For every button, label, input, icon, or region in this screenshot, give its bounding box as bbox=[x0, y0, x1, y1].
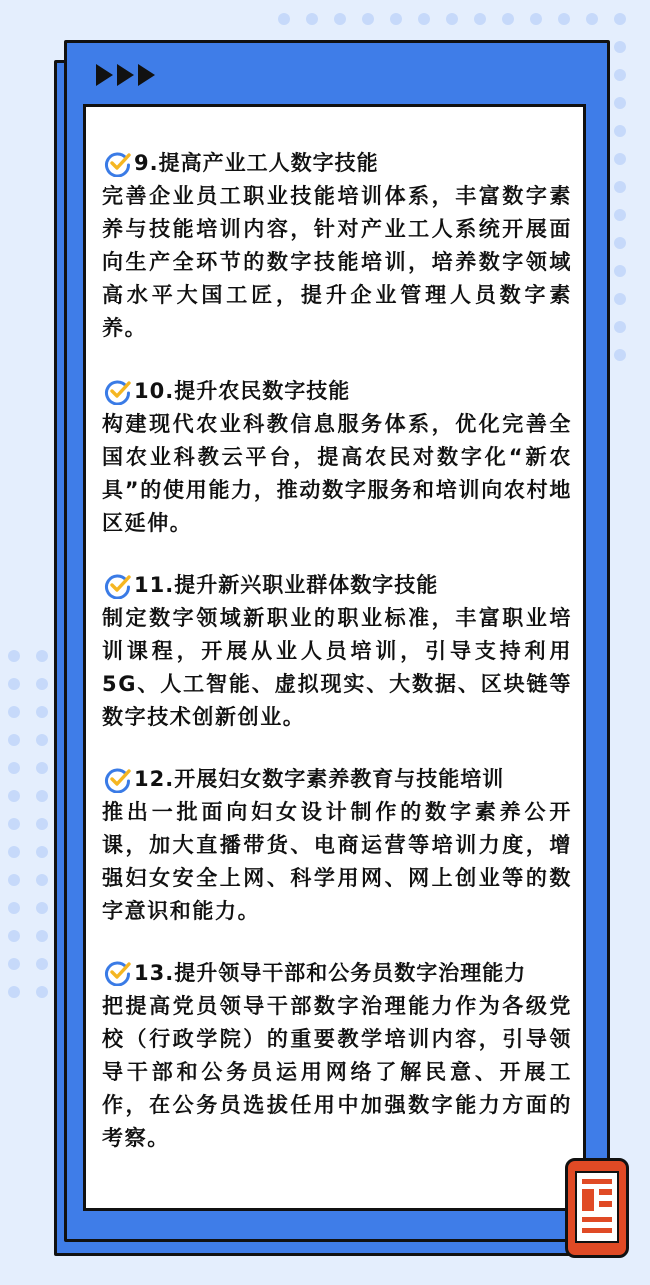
decor-dot bbox=[530, 13, 542, 25]
decor-dot bbox=[614, 97, 626, 109]
decor-dot bbox=[8, 818, 20, 830]
decor-dot bbox=[614, 237, 626, 249]
decor-dot bbox=[8, 874, 20, 886]
decor-dot bbox=[614, 265, 626, 277]
section-heading bbox=[102, 763, 572, 796]
decor-dot bbox=[278, 13, 290, 25]
section-body: 制定数字领域新职业的职业标准，丰富职业培训课程，开展从业人员培训，引导支持利用5G、人工智能、虚拟现实、大数据、区块链等数字技术创新创业。 bbox=[102, 606, 572, 729]
decor-dot bbox=[36, 986, 48, 998]
decor-dot bbox=[36, 678, 48, 690]
decor-dot bbox=[8, 678, 20, 690]
decor-dot bbox=[614, 209, 626, 221]
decor-dot bbox=[334, 13, 346, 25]
section-heading-text: 11.提升新兴职业群体数字技能 bbox=[134, 573, 439, 597]
decor-dot bbox=[36, 734, 48, 746]
decor-dot bbox=[390, 13, 402, 25]
decor-dot bbox=[586, 13, 598, 25]
check-circle-icon bbox=[104, 767, 132, 793]
decor-dot bbox=[306, 13, 318, 25]
decor-dot bbox=[446, 13, 458, 25]
decor-dot bbox=[36, 818, 48, 830]
check-circle-icon bbox=[104, 960, 132, 986]
section-heading bbox=[102, 569, 572, 602]
decor-dot bbox=[36, 902, 48, 914]
decor-dot bbox=[8, 902, 20, 914]
decor-dot bbox=[502, 13, 514, 25]
section-13 bbox=[102, 957, 572, 1155]
decor-dot bbox=[614, 125, 626, 137]
decor-dot bbox=[614, 321, 626, 333]
decor-dot bbox=[8, 762, 20, 774]
decor-dot bbox=[36, 790, 48, 802]
decor-dot bbox=[8, 986, 20, 998]
decor-dot bbox=[36, 846, 48, 858]
decor-dot bbox=[36, 930, 48, 942]
decor-dot bbox=[614, 181, 626, 193]
section-heading bbox=[102, 147, 572, 180]
decorative-badge-icon bbox=[565, 1158, 629, 1258]
section-11 bbox=[102, 569, 572, 734]
decor-dot bbox=[8, 958, 20, 970]
decor-dot bbox=[8, 734, 20, 746]
decor-dot bbox=[418, 13, 430, 25]
section-heading-text: 12.开展妇女数字素养教育与技能培训 bbox=[134, 767, 505, 791]
decor-dot bbox=[474, 13, 486, 25]
content-card bbox=[83, 104, 586, 1211]
section-body: 推出一批面向妇女设计制作的数字素养公开课，加大直播带货、电商运营等培训力度，增强妇女安全上网、科学用网、网上创业等的数字意识和能力。 bbox=[102, 800, 572, 923]
check-circle-icon bbox=[104, 573, 132, 599]
section-heading bbox=[102, 375, 572, 408]
section-heading-text: 13.提升领导干部和公务员数字治理能力 bbox=[134, 961, 527, 985]
decor-dot bbox=[8, 930, 20, 942]
section-10 bbox=[102, 375, 572, 540]
check-circle-icon bbox=[104, 379, 132, 405]
section-9 bbox=[102, 147, 572, 345]
decor-dot bbox=[36, 650, 48, 662]
section-heading-text: 10.提升农民数字技能 bbox=[134, 379, 351, 403]
decor-dot bbox=[8, 650, 20, 662]
decor-dot bbox=[36, 706, 48, 718]
section-body: 构建现代农业科教信息服务体系，优化完善全国农业科教云平台，提高农民对数字化“新农具”的使用能力，推动数字服务和培训向农村地区延伸。 bbox=[102, 412, 572, 535]
section-body: 把提高党员领导干部数字治理能力作为各级党校（行政学院）的重要教学培训内容，引导领导干部和公务员运用网络了解民意、开展工作，在公务员选拔任用中加强数字能力方面的考察。 bbox=[102, 994, 572, 1150]
decor-dot bbox=[614, 13, 626, 25]
section-12 bbox=[102, 763, 572, 928]
check-circle-icon bbox=[104, 151, 132, 177]
decor-dot bbox=[8, 846, 20, 858]
decor-dot bbox=[8, 790, 20, 802]
section-heading-text: 9.提高产业工人数字技能 bbox=[134, 151, 379, 175]
decor-dot bbox=[614, 69, 626, 81]
triple-arrow-icon bbox=[96, 64, 155, 86]
decor-dot bbox=[558, 13, 570, 25]
decor-dot bbox=[614, 293, 626, 305]
decor-dot bbox=[614, 153, 626, 165]
decor-dot bbox=[362, 13, 374, 25]
decor-dot bbox=[8, 706, 20, 718]
decor-dot bbox=[614, 41, 626, 53]
decor-dot bbox=[36, 958, 48, 970]
decor-dot bbox=[614, 349, 626, 361]
section-body: 完善企业员工职业技能培训体系，丰富数字素养与技能培训内容，针对产业工人系统开展面向生产全环节的数字技能培训，培养数字领域高水平大国工匠，提升企业管理人员数字素养。 bbox=[102, 184, 572, 340]
decor-dot bbox=[36, 874, 48, 886]
section-heading bbox=[102, 957, 572, 990]
decor-dot bbox=[36, 762, 48, 774]
